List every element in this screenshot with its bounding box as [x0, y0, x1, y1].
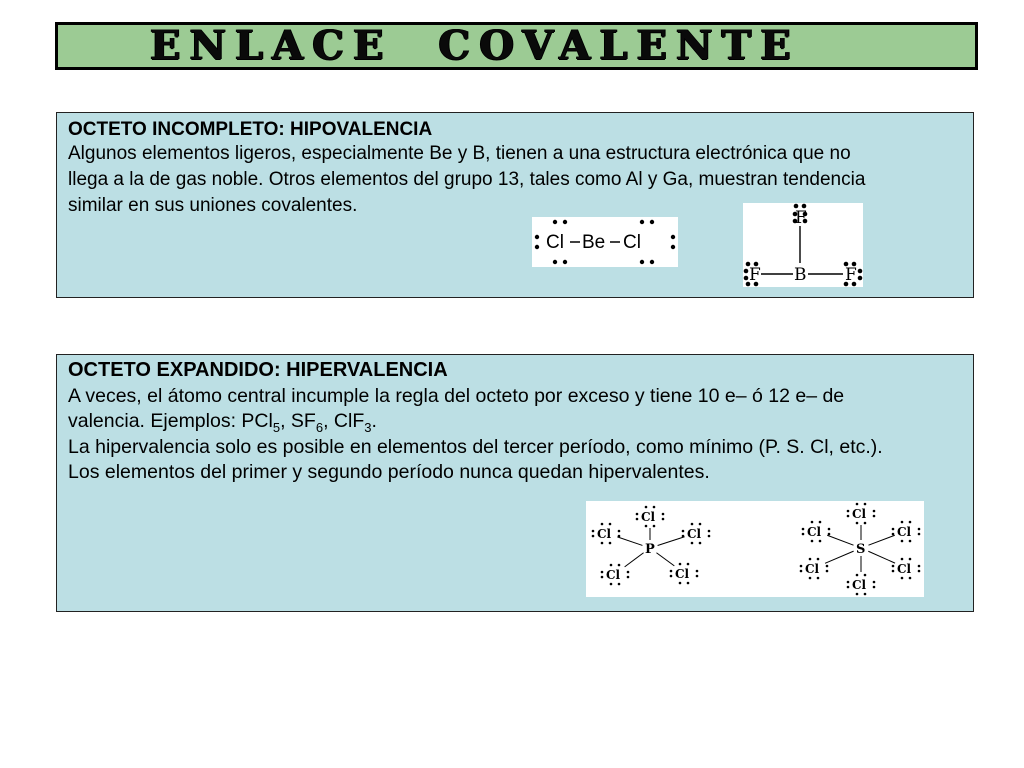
- electron-dot: [679, 563, 682, 566]
- bf3-center-atom: B: [794, 265, 807, 285]
- sf6-lewis-structure: [800, 503, 921, 596]
- electron-dot: [609, 542, 612, 545]
- electron-dot: [811, 521, 814, 524]
- electron-dot: [901, 540, 904, 543]
- sf6-bond: [868, 535, 894, 545]
- electron-dot: [682, 535, 685, 538]
- hipervalencia-line-4: Los elementos del primer y segundo período nunca quedan hipervalentes.: [68, 461, 710, 483]
- pcl5-bond: [617, 537, 642, 546]
- hipovalencia-line-1: Algunos elementos ligeros, especialmente Be y B, tienen a una estructura electrónica que no: [68, 143, 851, 164]
- sf6-ligand-5: Cl: [897, 562, 912, 576]
- electron-dot: [601, 576, 604, 579]
- electron-dot: [901, 521, 904, 524]
- electron-dot: [856, 522, 859, 525]
- electron-dot: [909, 577, 912, 580]
- hypervalent-structures-image: [586, 501, 924, 597]
- electron-dot: [901, 558, 904, 561]
- electron-dot: [856, 593, 859, 596]
- electron-dot: [918, 533, 921, 536]
- electron-dot: [653, 525, 656, 528]
- electron-dot: [828, 528, 831, 531]
- pcl5-ligand-2: Cl: [597, 527, 612, 541]
- hipovalencia-panel: [56, 112, 974, 298]
- electron-dot: [670, 570, 673, 573]
- electron-dot: [670, 575, 673, 578]
- electron-dot: [687, 563, 690, 566]
- electron-dot: [696, 570, 699, 573]
- electron-dot: [873, 586, 876, 589]
- hipervalencia-panel: [56, 354, 974, 612]
- electron-dot: [699, 542, 702, 545]
- electron-dot: [618, 564, 621, 567]
- electron-dot: [892, 570, 895, 573]
- electron-dot: [817, 577, 820, 580]
- bf3-lewis-structure: [743, 203, 863, 287]
- electron-dot: [918, 565, 921, 568]
- sf6-ligand-4: Cl: [805, 562, 820, 576]
- sf6-ligand-3: Cl: [897, 525, 912, 539]
- pcl5-bond: [625, 553, 644, 567]
- electron-dot: [682, 530, 685, 533]
- electron-dot: [847, 586, 850, 589]
- hipervalencia-line-3: La hipervalencia solo es posible en elementos del tercer período, como mínimo (P. S. Cl, etc.).: [68, 436, 883, 458]
- electron-dot: [592, 530, 595, 533]
- sf6-ligand-2: Cl: [807, 525, 822, 539]
- sf6-center-atom: S: [856, 542, 866, 557]
- electron-dot: [819, 521, 822, 524]
- electron-dot: [601, 523, 604, 526]
- electron-dot: [873, 581, 876, 584]
- sf6-ligand-6: Cl: [852, 578, 867, 592]
- electron-dot: [847, 581, 850, 584]
- electron-dot: [699, 523, 702, 526]
- electron-dot: [847, 515, 850, 518]
- electron-dot: [809, 577, 812, 580]
- electron-dot: [645, 525, 648, 528]
- pcl5-bond: [656, 553, 674, 566]
- electron-dot: [618, 583, 621, 586]
- hipovalencia-heading: OCTETO INCOMPLETO: HIPOVALENCIA: [68, 119, 433, 140]
- electron-dot: [909, 558, 912, 561]
- electron-dot: [802, 533, 805, 536]
- electron-dot: [809, 558, 812, 561]
- electron-dot: [856, 503, 859, 506]
- electron-dot: [918, 528, 921, 531]
- electron-dot: [691, 542, 694, 545]
- electron-dot: [856, 574, 859, 577]
- electron-dot: [679, 582, 682, 585]
- electron-dot: [601, 571, 604, 574]
- electron-dot: [864, 503, 867, 506]
- hipovalencia-line-3: similar en sus uniones covalentes.: [68, 195, 358, 216]
- electron-dot: [601, 542, 604, 545]
- electron-dot: [687, 582, 690, 585]
- becl2-left-atom: Cl: [546, 232, 564, 253]
- pcl5-ligand-4: Cl: [606, 568, 621, 582]
- electron-dot: [800, 565, 803, 568]
- electron-dot: [826, 570, 829, 573]
- pcl5-bond: [658, 537, 685, 546]
- pcl5-lewis-structure: [592, 506, 711, 586]
- electron-dot: [918, 570, 921, 573]
- electron-dot: [609, 523, 612, 526]
- electron-dot: [892, 565, 895, 568]
- electron-dot: [819, 540, 822, 543]
- sf6-bond: [825, 551, 854, 563]
- electron-dot: [610, 564, 613, 567]
- electron-dot: [892, 528, 895, 531]
- electron-dot: [901, 577, 904, 580]
- electron-dot: [802, 528, 805, 531]
- electron-dot: [828, 533, 831, 536]
- becl2-right-atom: Cl: [623, 232, 641, 253]
- page-title: ENLACE COVALENTE: [150, 22, 800, 69]
- electron-dot: [627, 571, 630, 574]
- electron-dot: [864, 593, 867, 596]
- electron-dot: [909, 540, 912, 543]
- electron-dot: [691, 523, 694, 526]
- sf6-bond: [827, 535, 853, 545]
- electron-dot: [817, 558, 820, 561]
- electron-dot: [627, 576, 630, 579]
- bf3-right-atom: F: [845, 265, 857, 285]
- becl2-center-atom: Be: [582, 232, 606, 253]
- electron-dot: [847, 510, 850, 513]
- hipovalencia-line-2: llega a la de gas noble. Otros elementos del grupo 13, tales como Al y Ga, muestran tendencia: [68, 169, 866, 190]
- sf6-bond: [868, 551, 895, 563]
- becl2-lewis-structure: [532, 217, 678, 267]
- electron-dot: [696, 575, 699, 578]
- electron-dot: [800, 570, 803, 573]
- electron-dot: [610, 583, 613, 586]
- electron-dot: [636, 518, 639, 521]
- electron-dot: [909, 521, 912, 524]
- electron-dot: [892, 533, 895, 536]
- electron-dot: [662, 518, 665, 521]
- electron-dot: [708, 535, 711, 538]
- electron-dot: [873, 510, 876, 513]
- electron-dot: [811, 540, 814, 543]
- bf3-top-atom: F: [795, 208, 807, 228]
- hipervalencia-heading: OCTETO EXPANDIDO: HIPERVALENCIA: [68, 359, 448, 381]
- electron-dot: [618, 535, 621, 538]
- electron-dot: [592, 535, 595, 538]
- pcl5-center-atom: P: [645, 542, 655, 557]
- electron-dot: [653, 506, 656, 509]
- electron-dot: [826, 565, 829, 568]
- electron-dot: [636, 513, 639, 516]
- pcl5-ligand-5: Cl: [675, 567, 690, 581]
- electron-dot: [873, 515, 876, 518]
- bf3-left-atom: F: [749, 265, 761, 285]
- electron-dot: [864, 522, 867, 525]
- electron-dot: [708, 530, 711, 533]
- title-banner: [55, 22, 978, 70]
- sf6-ligand-1: Cl: [852, 507, 867, 521]
- pcl5-ligand-1: Cl: [641, 510, 656, 524]
- hipervalencia-line-2: valencia. Ejemplos: PCl$_5$, $SF_6$, ClF$_3$.: [68, 410, 377, 435]
- electron-dot: [864, 574, 867, 577]
- electron-dot: [645, 506, 648, 509]
- hipervalencia-line-1: A veces, el átomo central incumple la regla del octeto por exceso y tiene 10 e– ó 12 e– de: [68, 385, 845, 407]
- electron-dot: [618, 530, 621, 533]
- electron-dot: [662, 513, 665, 516]
- pcl5-ligand-3: Cl: [687, 527, 702, 541]
